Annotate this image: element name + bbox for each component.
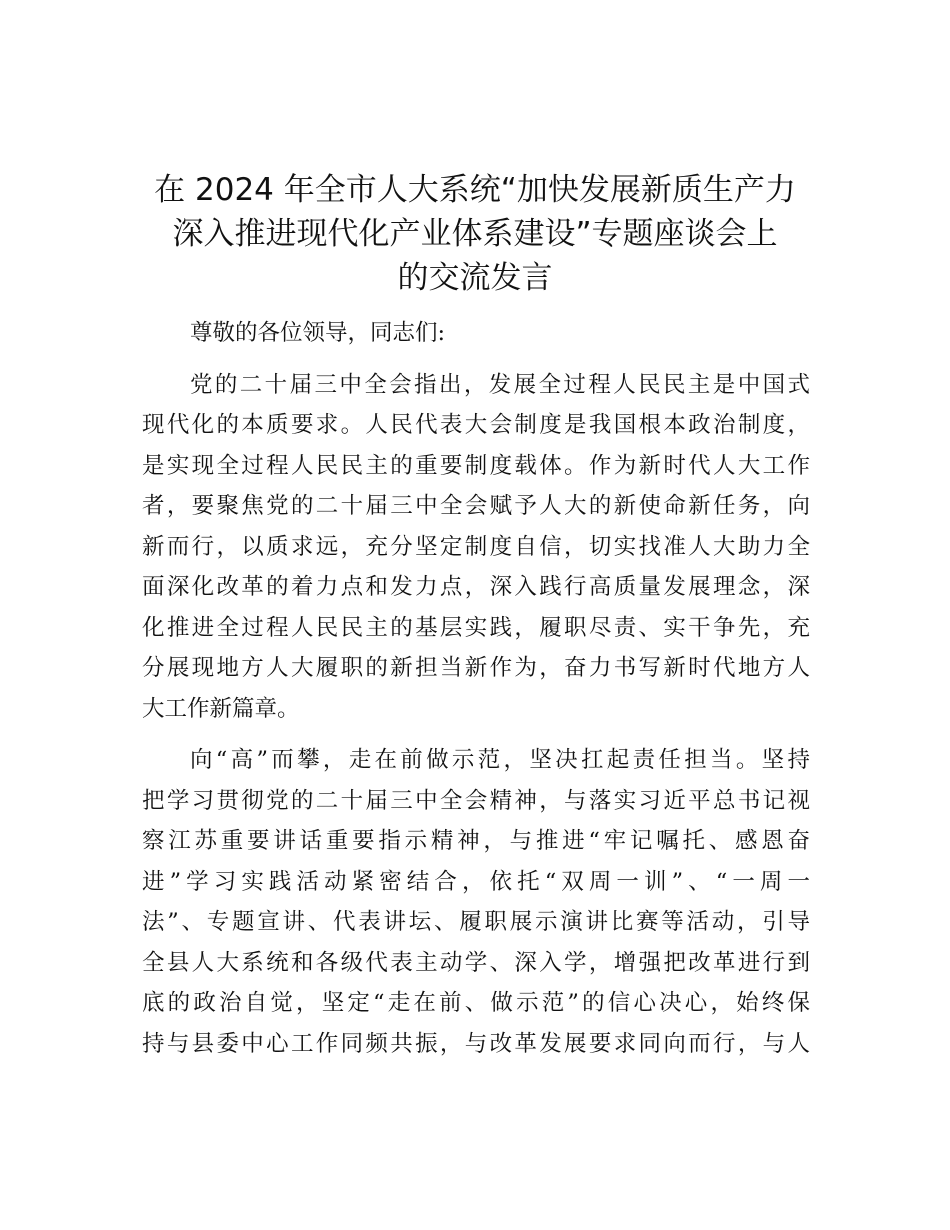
paragraph-line: 持与县委中心工作同频共振，与改革发展要求同向而行，与人 bbox=[142, 1030, 810, 1057]
paragraph-line: 化推进全过程人民民主的基层实践，履职尽责、实干争先，充 bbox=[142, 614, 810, 641]
paragraph-line: 法”、专题宣讲、代表讲坛、履职展示演讲比赛等活动，引导 bbox=[142, 909, 810, 935]
title-line: 在 2024 年全市人大系统“加快发展新质生产力 bbox=[154, 172, 796, 208]
paragraph-line: 面深化改革的着力点和发力点，深入践行高质量发展理念，深 bbox=[142, 574, 810, 600]
document-title bbox=[130, 168, 820, 300]
paragraph-line: 者，要聚焦党的二十届三中全会赋予人大的新使命新任务，向 bbox=[142, 493, 810, 519]
title-line: 深入推进现代化产业体系建设”专题座谈会上 bbox=[172, 216, 778, 252]
paragraph-line: 全县人大系统和各级代表主动学、深入学，增强把改革进行到 bbox=[142, 949, 810, 976]
paragraph-1 bbox=[142, 365, 810, 730]
paragraph-line: 察江苏重要讲话重要指示精神，与推进“牢记嘱托、感恩奋 bbox=[142, 828, 810, 854]
paragraph-line: 现代化的本质要求。人民代表大会制度是我国根本政治制度， bbox=[142, 412, 810, 438]
paragraph-2 bbox=[142, 740, 810, 1064]
greeting-text: 尊敬的各位领导，同志们: bbox=[190, 320, 446, 346]
paragraph-line: 是实现全过程人民民主的重要制度载体。作为新时代人大工作 bbox=[142, 452, 810, 479]
paragraph-line: 新而行，以质求远，充分坚定制度自信，切实找准人大助力全 bbox=[142, 533, 810, 560]
paragraph-line: 向“高”而攀，走在前做示范，坚决扛起责任担当。坚持 bbox=[190, 747, 810, 773]
paragraph-line: 进”学习实践活动紧密结合，依托“双周一训”、“一周一 bbox=[142, 868, 810, 895]
paragraph-line: 党的二十届三中全会指出，发展全过程人民民主是中国式 bbox=[190, 371, 810, 398]
greeting-paragraph bbox=[142, 313, 810, 354]
paragraph-line: 底的政治自觉，坚定“走在前、做示范”的信心决心，始终保 bbox=[142, 990, 810, 1016]
paragraph-line: 分展现地方人大履职的新担当新作为，奋力书写新时代地方人 bbox=[142, 655, 810, 681]
paragraph-line: 把学习贯彻党的二十届三中全会精神，与落实习近平总书记视 bbox=[142, 787, 810, 814]
paragraph-line: 大工作新篇章。 bbox=[142, 695, 300, 722]
document-body bbox=[142, 313, 810, 1064]
title-line: 的交流发言 bbox=[397, 260, 553, 296]
